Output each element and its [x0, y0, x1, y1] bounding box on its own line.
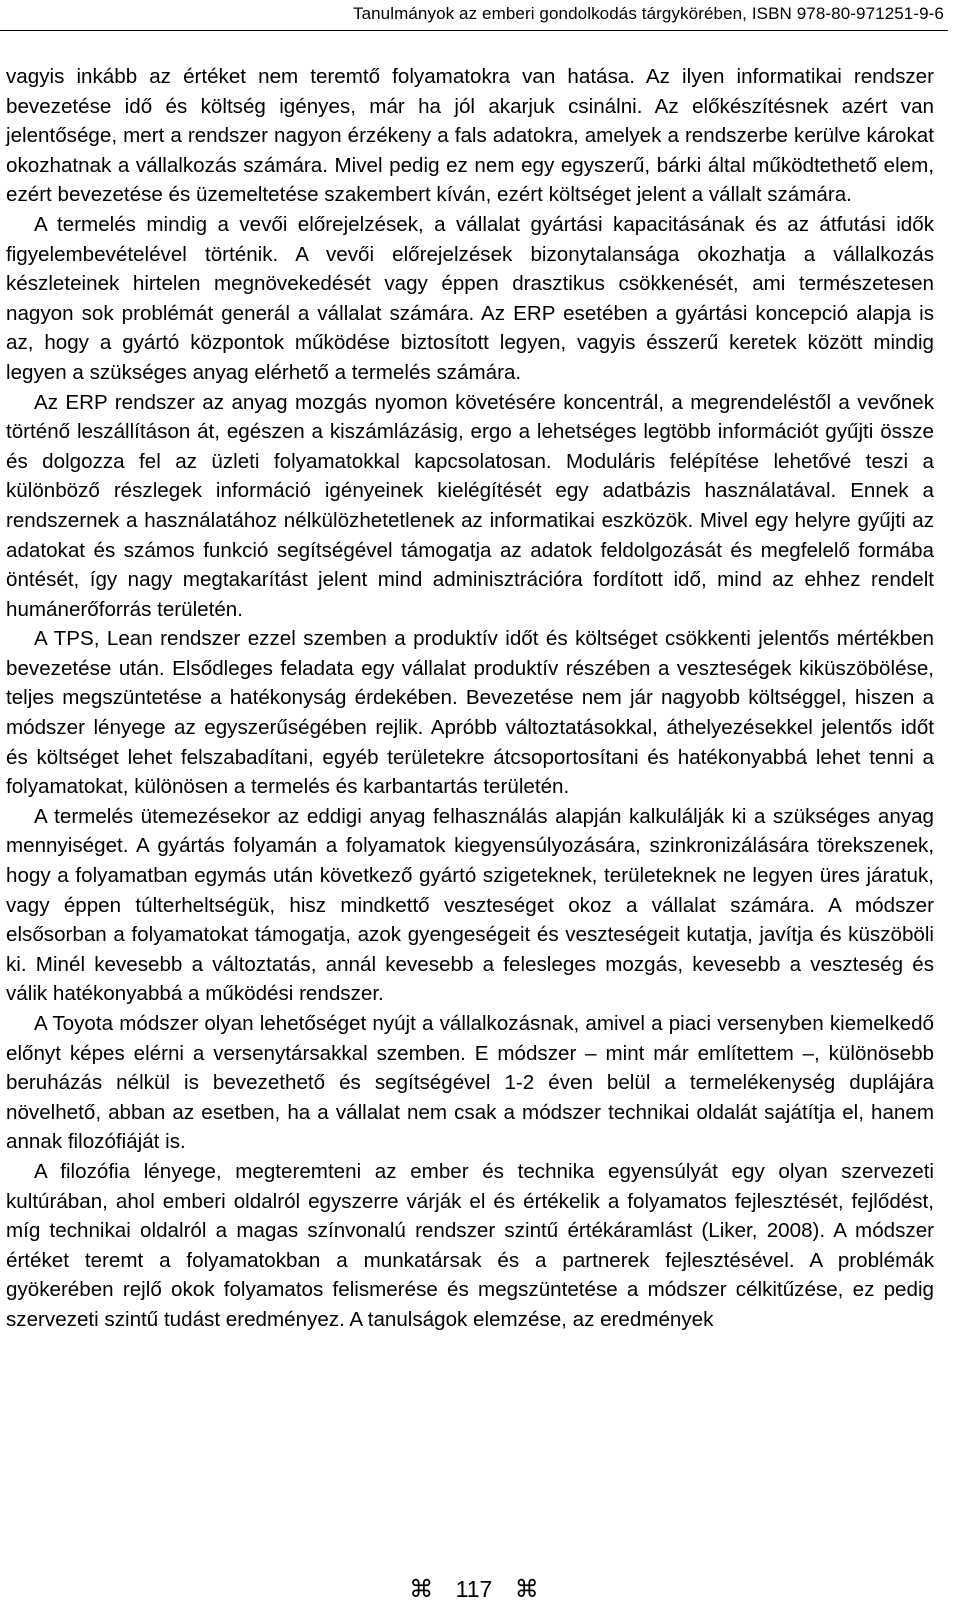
- paragraph-1: vagyis inkább az értéket nem teremtő folyamatokra van hatása. Az ilyen informatikai rendszer bevezetése idő és költség igényes, már ha jól akarjuk csinálni. Az előkészítésnek azért van jelentősége, mert a rendszer nagyon érzékeny a fals adatokra, amelyek a rendszerbe kerülve károkat okozhatnak a vállalkozás számára. Mivel pedig ez nem egy egyszerű, bárki által működtethető elem, ezért bevezetése és üzemeltetése szakembert kíván, ezért költséget jelent a vállalt számára.: [6, 65, 934, 207]
- paragraph-2: A termelés mindig a vevői előrejelzések, a vállalat gyártási kapacitásának és az átfutási idők figyelembevételével történik. A vevői előrejelzések bizonytalansága okozhatja a vállalkozás készleteinek hirtelen megnövekedését vagy éppen drasztikus csökkenését, ami természetesen nagyon sok problémát generál a vállalat számára. Az ERP esetében a gyártási koncepció alapja is az, hogy a gyártó központok működése biztosított legyen, vagyis ésszerű keretek között mindig legyen a szükséges anyag elérhető a termelés számára.: [6, 212, 934, 384]
- command-ornament-icon: ⌘: [409, 1575, 434, 1603]
- running-header: Tanulmányok az emberi gondolkodás tárgykörében, ISBN 978-80-971251-9-6: [352, 4, 944, 23]
- page-number: 117: [455, 1576, 493, 1602]
- paragraph-7: A filozófia lényege, megteremteni az ember és technika egyensúlyát egy olyan szervezeti kultúrában, ahol emberi oldalról egyszerre várják el és értékelik a folyamatos fejlesztését, fejlődést, míg technikai oldalról a magas színvonalú rendszer szintű értékáramlást (Liker, 2008). A módszer értéket teremt a folyamatokban a munkatársak és a partnerek fejlesztésével. A problémák gyökerében rejlő okok folyamatos felismerése és megszüntetése a módszer célkitűzése, ez pedig szervezeti szintű tudást eredményez. A tanulságok elemzése, az eredmények: [6, 1159, 934, 1331]
- page-footer: [0, 1574, 948, 1604]
- paragraph-4: A TPS, Lean rendszer ezzel szemben a produktív időt és költséget csökkenti jelentős mértékben bevezetése után. Elsődleges feladata egy vállalat produktív részében a veszteségek kiküszöbölése, teljes megszüntetése a hatékonyság érdekében. Bevezetése nem jár nagyobb költséggel, hiszen a módszer lényege az egyszerűségében rejlik. Apróbb változtatásokkal, áthelyezésekkel jelentős időt és költséget lehet felszabadítani, egyéb területekre átcsoportosítani és hatékonyabbá lehet tenni a folyamatokat, különösen a termelés és karbantartás területén.: [6, 627, 934, 799]
- command-ornament-icon: ⌘: [514, 1575, 539, 1603]
- paragraph-5: A termelés ütemezésekor az eddigi anyag felhasználás alapján kalkulálják ki a szükséges anyag mennyiséget. A gyártás folyamán a folyamatok kiegyensúlyozására, szinkronizálására törekszenek, hogy a folyamatban egymás után következő gyártó szigeteknek, területeknek ne legyen üres járatuk, vagy éppen túlterheltségük, hisz mindkettő veszteséget okoz a vállalat számára. A módszer elsősorban a folyamatokat támogatja, azok gyengeségeit és veszteségeit kutatja, javítja és küszöböli ki. Minél kevesebb a változtatás, annál kevesebb a felesleges mozgás, kevesebb a veszteség és válik hatékonyabbá a működési rendszer.: [6, 804, 934, 1006]
- page-body: [6, 62, 934, 1335]
- paragraph-3: Az ERP rendszer az anyag mozgás nyomon követésére koncentrál, a megrendeléstől a vevőnek történő leszállításon át, egészen a kiszámlázásig, ergo a lehetséges legtöbb információt gyűjti össze és dolgozza fel az üzleti folyamatokkal kapcsolatosan. Moduláris felépítése lehetővé teszi a különböző részlegek információ igényeinek kielégítését egy adatbázis használatával. Ennek a rendszernek a használatához nélkülözhetetlenek az informatikai eszközök. Mivel egy helyre gyűjti az adatokat és számos funkció segítségével támogatja az adatok feldolgozását és megfelelő formába öntését, így nagy megtakarítást jelent mind adminisztrációra fordított idő, mind az ehhez rendelt humánerőforrás területén.: [6, 390, 934, 621]
- header-divider: [0, 30, 948, 31]
- paragraph-6: A Toyota módszer olyan lehetőséget nyújt a vállalkozásnak, amivel a piaci versenyben kiemelkedő előnyt képes elérni a versenytársakkal szemben. E módszer – mint már említettem –, különösebb beruházás nélkül is bevezethető és segítségével 1-2 éven belül a termelékenység duplájára növelhető, abban az esetben, ha a vállalat nem csak a módszer technikai oldalát sajátítja el, hanem annak filozófiáját is.: [6, 1012, 934, 1154]
